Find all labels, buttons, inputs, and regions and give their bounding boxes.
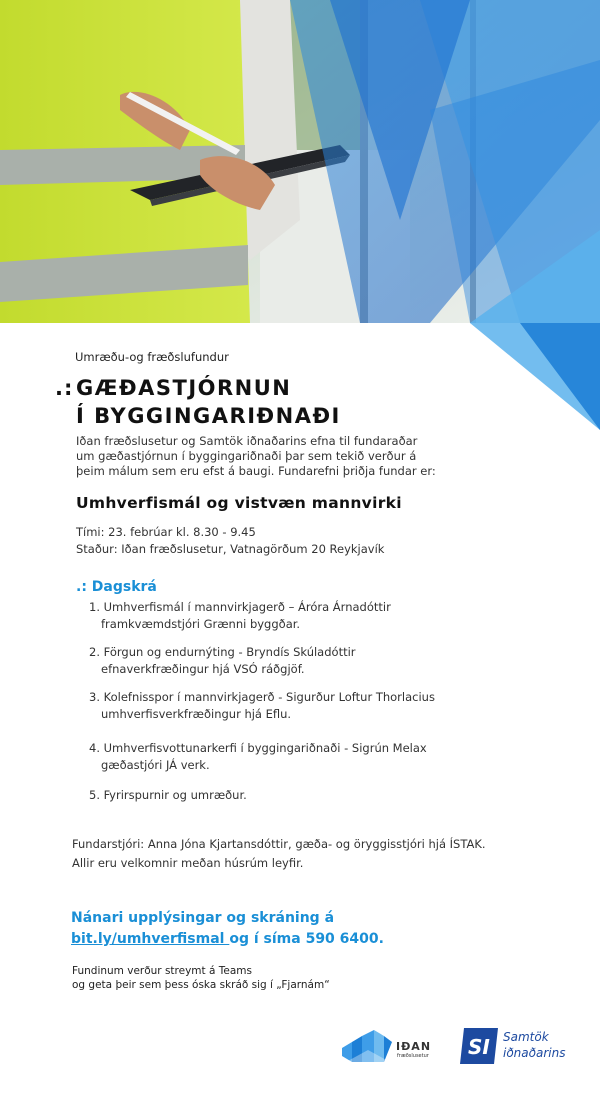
stream-note	[72, 964, 330, 992]
registration-link[interactable]: bit.ly/umhverfismal	[71, 931, 230, 947]
agenda-item-line: umhverfisverkfræðingur hjá Eflu.	[101, 707, 292, 721]
idan-logo-icon	[340, 1022, 450, 1066]
agenda-item-line: 1. Umhverfismál í mannvirkjagerð – Áróra Árnadóttir	[89, 600, 391, 614]
agenda-item	[89, 599, 391, 633]
stream-line: og geta þeir sem þess óska skráð sig í „Fjarnám“	[72, 979, 330, 991]
welcome-note: Allir eru velkomnir meðan húsrúm leyfir.	[72, 856, 304, 870]
meeting-place: Staður: Iðan fræðslusetur, Vatnagörðum 20 Reykjavík	[76, 542, 385, 556]
registration-line	[71, 931, 384, 947]
idan-logo-subtitle: fræðslusetur	[397, 1053, 429, 1059]
agenda-item-line: 2. Förgun og endurnýting - Bryndís Skúladóttir	[89, 645, 356, 659]
registration-phone: og í síma 590 6400.	[229, 931, 384, 947]
meeting-time: Tími: 23. febrúar kl. 8.30 - 9.45	[76, 525, 256, 539]
agenda-heading: .: Dagskrá	[76, 579, 157, 595]
idan-logo-name: IÐAN	[396, 1040, 432, 1053]
page-title-line2: Í BYGGINGARIÐNAÐI	[76, 404, 341, 428]
page-title-line1: GÆÐASTJÓRNUN	[76, 376, 292, 400]
agenda-item-line: efnaverkfræðingur hjá VSÓ ráðgjöf.	[101, 662, 305, 676]
intro-paragraph	[76, 434, 436, 479]
intro-line: um gæðastjórnun í byggingariðnaði þar sem tekið verður á	[76, 449, 417, 463]
si-logo-line2: iðnaðarins	[503, 1046, 566, 1060]
meeting-chair: Fundarstjóri: Anna Jóna Kjartansdóttir, gæða- og öryggisstjóri hjá ÍSTAK.	[72, 837, 486, 851]
title-bullet-mark: .:	[55, 376, 74, 400]
stream-line: Fundinum verður streymt á Teams	[72, 965, 252, 977]
intro-line: Iðan fræðslusetur og Samtök iðnaðarins efna til fundaraðar	[76, 434, 418, 448]
intro-line: þeim málum sem eru efst á baugi. Fundarefni þriðja fundar er:	[76, 464, 436, 478]
event-type-label: Umræðu-og fræðslufundur	[75, 350, 229, 364]
meeting-topic-heading: Umhverfismál og vistvæn mannvirki	[76, 494, 402, 512]
agenda-item	[89, 689, 435, 723]
agenda-item-line: 3. Kolefnisspor í mannvirkjagerð - Sigurður Loftur Thorlacius	[89, 690, 435, 704]
agenda-item-line: 5. Fyrirspurnir og umræður.	[89, 788, 247, 802]
agenda-item-line: framkvæmdstjóri Grænni byggðar.	[101, 617, 301, 631]
closing-paragraph	[72, 835, 486, 873]
registration-heading: Nánari upplýsingar og skráning á	[71, 910, 335, 926]
agenda-item	[89, 787, 247, 804]
meeting-info	[76, 524, 384, 558]
si-logo-line1: Samtök	[503, 1030, 549, 1044]
si-logo-mark: SI	[468, 1035, 490, 1059]
agenda-item	[89, 644, 356, 678]
agenda-item-line: 4. Umhverfisvottunarkerfi í byggingariðnaði - Sigrún Melax	[89, 741, 427, 755]
agenda-item	[89, 740, 427, 774]
agenda-item-line: gæðastjóri JÁ verk.	[101, 758, 210, 772]
